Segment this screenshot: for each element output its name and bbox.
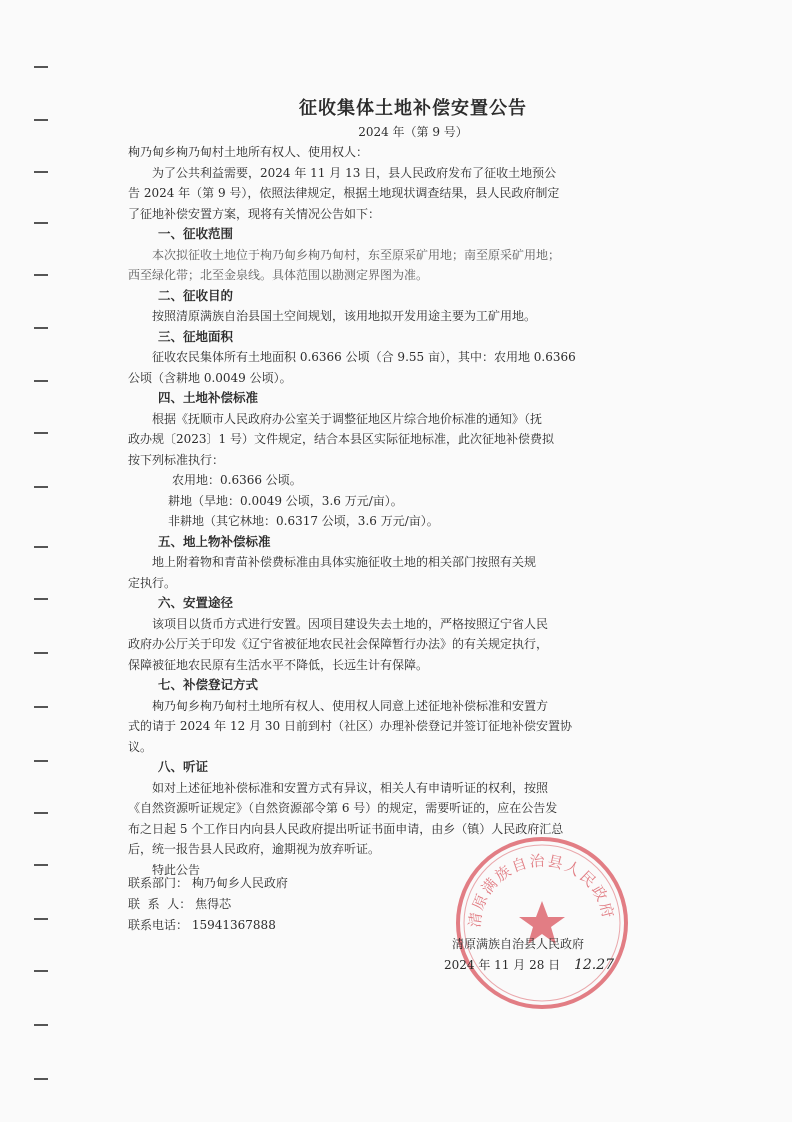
contact-person-row: [128, 894, 288, 915]
notice-body: [128, 96, 698, 880]
contact-phone-value: 15941367888: [191, 918, 276, 932]
section-line: 布之日起 5 个工作日内向县人民政府提出听证书面申请，由乡（镇）人民政府汇总: [128, 821, 564, 836]
section-line: 征收农民集体所有土地面积 0.6366 公顷（合 9.55 亩），其中：农用地 0.6366: [152, 350, 576, 364]
margin-mark: [34, 274, 48, 276]
section-heading: 七、补偿登记方式: [158, 677, 259, 692]
intro-line: 了征地补偿安置方案，现将有关情况公告如下：: [128, 206, 381, 221]
section-line: 地上附着物和青苗补偿费标准由具体实施征收土地的相关部门按照有关规: [152, 555, 537, 569]
section-heading: 四、土地补偿标准: [158, 390, 259, 405]
section-line: 如对上述征地补偿标准和安置方式有异议，相关人有申请听证的权利，按照: [152, 780, 549, 795]
section-heading: 一、征收范围: [158, 226, 234, 241]
contact-dept-label: 联系部门：: [128, 876, 189, 890]
contact-block: [128, 873, 288, 936]
scan-margin-marks: [0, 0, 60, 1122]
section-line: 议。: [128, 739, 153, 754]
section-line: 定执行。: [128, 575, 177, 590]
section-line: 式的请于 2024 年 12 月 30 日前到村（社区）办理补偿登记并签订征地补偿安置协: [128, 719, 572, 733]
margin-mark: [34, 546, 48, 548]
margin-mark: [34, 380, 48, 382]
contact-phone-row: [128, 915, 288, 936]
section-heading: 五、地上物补偿标准: [158, 533, 271, 549]
section-line: 西至绿化带；北至金泉线。具体范围以勘测定界图为准。: [128, 268, 429, 282]
margin-mark: [34, 1024, 48, 1026]
margin-mark: [34, 918, 48, 920]
margin-mark: [34, 1078, 48, 1080]
margin-mark: [34, 706, 48, 708]
recipient-line: 栒乃甸乡栒乃甸村土地所有权人、使用权人：: [128, 145, 369, 159]
contact-phone-label: 联系电话：: [128, 918, 189, 932]
section-line: 《自然资源听证规定》（自然资源部令第 6 号）的规定，需要听证的，应在公告发: [128, 801, 558, 815]
standard-item: 非耕地（其它林地：0.6317 公顷，3.6 万元/亩）。: [168, 514, 439, 528]
notice-number: 2024 年（第 9 号）: [358, 125, 468, 139]
margin-mark: [34, 486, 48, 488]
contact-person-value: 焦得芯: [195, 897, 232, 911]
margin-mark: [34, 119, 48, 121]
margin-mark: [34, 812, 48, 814]
section-line: 政府办公厅关于印发《辽宁省被征地农民社会保障暂行办法》的有关规定执行，: [128, 637, 549, 651]
section-heading: 八、听证: [158, 759, 209, 774]
section-line: 按下列标准执行：: [128, 452, 225, 467]
section-line: 政办规〔2023〕1 号）文件规定，结合本县区实际征地标准，此次征地补偿费拟: [128, 432, 554, 446]
margin-mark: [34, 327, 48, 329]
margin-mark: [34, 598, 48, 600]
standard-item: 农用地：0.6366 公顷。: [172, 473, 302, 487]
issuing-authority: 清原满族自治县人民政府: [452, 937, 585, 951]
section-line: 栒乃甸乡栒乃甸村土地所有权人、使用权人同意上述征地补偿标准和安置方: [152, 698, 549, 713]
margin-mark: [34, 432, 48, 434]
notice-title: 征收集体土地补偿安置公告: [299, 98, 527, 119]
handwritten-date: 12.27: [573, 957, 615, 973]
margin-mark: [34, 760, 48, 762]
standard-item: 耕地（旱地：0.0049 公顷，3.6 万元/亩）。: [168, 493, 403, 508]
margin-mark: [34, 222, 48, 224]
contact-dept-row: [128, 873, 288, 894]
margin-mark: [34, 864, 48, 866]
intro-line: 为了公共利益需要，2024 年 11 月 13 日，县人民政府发布了征收土地预公: [152, 165, 557, 180]
issue-date-row: [444, 955, 614, 976]
signature-block: [444, 934, 614, 976]
contact-person-label: 联 系 人：: [128, 897, 192, 911]
intro-line: 告 2024 年（第 9 号），依照法律规定，根据土地现状调查结果，县人民政府制定: [128, 186, 560, 200]
section-line: 公顷（含耕地 0.0049 公顷）。: [128, 370, 292, 385]
margin-mark: [34, 652, 48, 654]
issue-date: 2024 年 11 月 28 日: [444, 958, 561, 972]
seal-text: 清原满族自治县人民政府: [465, 851, 618, 929]
contact-dept-value: 栒乃甸乡人民政府: [191, 876, 288, 890]
margin-mark: [34, 970, 48, 972]
section-line: 本次拟征收土地位于栒乃甸乡栒乃甸村，东至原采矿用地；南至原采矿用地；: [152, 247, 561, 262]
official-seal: [452, 833, 632, 1013]
margin-mark: [34, 171, 48, 173]
section-line: 保障被征地农民原有生活水平不降低，长远生计有保障。: [128, 657, 429, 672]
section-line: 该项目以货币方式进行安置。因项目建设失去土地的，严格按照辽宁省人民: [152, 616, 549, 631]
section-line: 后，统一报告县人民政府，逾期视为放弃听证。: [128, 842, 381, 856]
section-line: 按照清原满族自治县国土空间规划，该用地拟开发用途主要为工矿用地。: [152, 309, 537, 323]
section-heading: 三、征地面积: [158, 328, 234, 344]
section-heading: 六、安置途径: [158, 595, 234, 610]
section-line: 根据《抚顺市人民政府办公室关于调整征地区片综合地价标准的通知》（抚: [152, 411, 543, 426]
closing-line: 特此公告: [152, 862, 201, 877]
margin-mark: [34, 66, 48, 68]
section-heading: 二、征收目的: [158, 287, 234, 303]
